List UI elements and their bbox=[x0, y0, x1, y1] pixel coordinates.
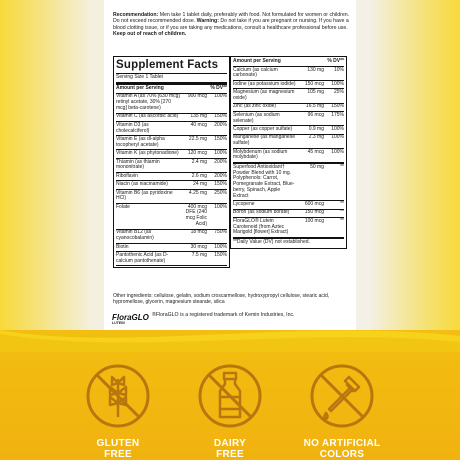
nutrient-row bbox=[116, 122, 227, 136]
nutrient-name: Vitamin K (as phytonadione) bbox=[116, 150, 179, 157]
nutrient-dv: 100% bbox=[331, 80, 344, 87]
nutrient-dv: 150% bbox=[331, 103, 344, 110]
floraglo-logo: FloraGLO LUTEIN bbox=[112, 313, 149, 325]
nutrient-dv: 100% bbox=[331, 125, 344, 132]
nutrient-row bbox=[116, 150, 227, 158]
dropper-icon bbox=[309, 363, 375, 429]
nutrient-amount: 105 mg bbox=[307, 89, 324, 96]
nutrient-row bbox=[116, 136, 227, 150]
nutrient-dv: 100% bbox=[214, 203, 227, 210]
nutrient-name: Superfood Antioxidant† Powder Blend with 10 mg. Polyphenols: Carrot, Pomegranate Extract, Blue-berry, Spinach, Apple Extract bbox=[233, 163, 295, 199]
nutrient-amount: 2.3 mg bbox=[308, 134, 324, 141]
other-ingredients: Other ingredients: cellulose, gelatin, sodium croscarmellose, hydroxypropyl cellulose, stearic acid, hypromellose, glycerin, magnesium stearate, silica bbox=[113, 293, 330, 305]
badge-gluten-free: GLUTEN FREE bbox=[96, 438, 140, 460]
nutrient-amount: 30 mcg bbox=[190, 243, 207, 250]
nutrient-dv: 750% bbox=[214, 229, 227, 236]
badge-dairy-free: DAIRY FREE bbox=[213, 438, 247, 460]
nutrient-name: Vitamin B6 (as pyridoxine HCl) bbox=[116, 189, 173, 202]
nutrient-name: Vitamin B12 (as cyanocobalamin) bbox=[116, 229, 154, 242]
nutrient-name: Magnesium (as magnesium oxide) bbox=[233, 89, 295, 101]
nutrient-row bbox=[233, 218, 344, 239]
nutrient-row bbox=[116, 230, 227, 244]
nutrient-row bbox=[233, 126, 344, 134]
nutrient-row bbox=[116, 204, 227, 230]
nutrient-dv: ** bbox=[340, 209, 344, 216]
nutrient-dv: 150% bbox=[214, 181, 227, 188]
supplement-facts-right bbox=[230, 56, 347, 249]
nutrient-name: FloraGLO® Lutein Carotenoid (from Aztec Marigold [flower] Extract) bbox=[233, 217, 289, 236]
nutrient-row bbox=[233, 201, 344, 209]
nutrient-dv: 100% bbox=[214, 150, 227, 157]
nutrient-dv: 200% bbox=[214, 172, 227, 179]
nutrient-row bbox=[116, 244, 227, 252]
nutrient-name: Riboflavin bbox=[116, 172, 138, 179]
nutrient-amount: 96 mcg bbox=[307, 111, 324, 118]
nutrient-row bbox=[233, 135, 344, 149]
nutrient-dv: 100% bbox=[331, 134, 344, 141]
facts-title: Supplement Facts bbox=[116, 59, 219, 71]
nutrient-name: Folate bbox=[116, 203, 130, 210]
supplement-facts-left bbox=[113, 56, 230, 268]
nutrient-dv: ** bbox=[340, 163, 344, 170]
trademark-note: ®FloraGLO is a registered trademark of Kemin Industries, Inc. bbox=[152, 312, 295, 318]
nutrient-name: Molybdenum (as sodium molybdate) bbox=[233, 148, 288, 161]
recommendation-text: Recommendation: Men take 1 tablet daily, preferably with food. Not formulated for women or children. Do not exceed recommended dose. Warning: Do not take if you are pregnant or nursing. If you have a blood clotting issue, or if you are taking any medications, consult a healthcare professional before use. Keep out of reach of children. bbox=[113, 12, 350, 38]
nutrient-name: Biotin bbox=[116, 243, 129, 250]
nutrient-dv: 175% bbox=[331, 111, 344, 118]
nutrient-row bbox=[233, 89, 344, 103]
nutrient-amount: 120 mcg bbox=[187, 150, 207, 157]
nutrient-name: Iodine (as potassium iodide) bbox=[233, 80, 296, 87]
nutrient-dv: 10% bbox=[333, 66, 344, 73]
nutrient-amount: 2.4 mg bbox=[191, 158, 207, 165]
nutrient-amount: 150 mcg bbox=[304, 80, 324, 87]
nutrient-row bbox=[233, 81, 344, 89]
nutrient-name: Calcium (as calcium carbonate) bbox=[233, 66, 278, 79]
milk-bottle-icon bbox=[197, 363, 263, 429]
nutrient-amount: 2.6 mg bbox=[191, 172, 207, 179]
nutrient-amount: 45 mcg bbox=[307, 148, 324, 155]
nutrient-amount: 7.5 mg bbox=[191, 252, 207, 259]
nutrient-row bbox=[233, 149, 344, 164]
nutrient-amount: 900 mcg bbox=[187, 93, 207, 100]
nutrient-dv: 200% bbox=[214, 158, 227, 165]
nutrient-name: Vitamin D3 (as cholecalciferol) bbox=[116, 121, 150, 134]
nutrient-name: Manganese (as manganese sulfate) bbox=[233, 134, 295, 147]
nutrient-dv: 150% bbox=[214, 113, 227, 120]
nutrient-amount: 100 mcg bbox=[304, 217, 324, 224]
nutrient-name: Vitamin E (as dl-alpha tocopheryl acetate) bbox=[116, 135, 165, 148]
nutrient-row bbox=[116, 114, 227, 122]
nutrient-row bbox=[233, 104, 344, 112]
nutrient-row bbox=[233, 164, 344, 201]
nutrient-row bbox=[116, 252, 227, 266]
nutrient-amount: 22.5 mg bbox=[188, 135, 207, 142]
serving-size: Serving Size 1 Tablet bbox=[116, 73, 227, 82]
nutrient-name: Niacin (as niacinamide) bbox=[116, 181, 168, 188]
wheat-icon bbox=[85, 363, 151, 429]
nutrient-dv: 200% bbox=[214, 121, 227, 128]
nutrient-dv: 150% bbox=[214, 135, 227, 142]
nutrient-amount: 0.9 mg bbox=[308, 125, 324, 132]
nutrient-amount: 24 mg bbox=[193, 181, 207, 188]
nutrient-row bbox=[116, 181, 227, 189]
nutrient-row bbox=[116, 159, 227, 173]
nutrient-amount: 130 mg bbox=[307, 66, 324, 73]
nutrient-name: Boron (as sodium borate) bbox=[233, 209, 290, 216]
nutrient-row bbox=[233, 67, 344, 81]
wave-divider bbox=[0, 322, 460, 352]
nutrient-name: Copper (as copper sulfate) bbox=[233, 125, 293, 132]
nutrient-amount: 600 mcg bbox=[304, 201, 324, 208]
nutrient-amount: 150 mcg bbox=[304, 209, 324, 216]
badge-row bbox=[0, 355, 460, 460]
badge-no-artificial-colors: NO ARTIFICIAL COLORS bbox=[303, 438, 381, 460]
facts-header-right: Amount per Serving % DV** bbox=[233, 58, 344, 67]
nutrient-dv: 100% bbox=[214, 93, 227, 100]
nutrient-amount: 50 mg bbox=[310, 163, 324, 170]
nutrient-row bbox=[116, 173, 227, 181]
nutrient-row bbox=[233, 210, 344, 218]
nutrient-name: Lycopene bbox=[233, 201, 255, 208]
nutrient-name: Vitamin A (as 70% [630 mcg] retinyl acetate, 30% [270 mcg] beta-carotene) bbox=[116, 93, 180, 111]
nutrient-dv: ** bbox=[340, 201, 344, 208]
nutrient-name: Thiamin (as thiamin mononitrate) bbox=[116, 158, 160, 171]
dv-note: **Daily Value (DV) not established. bbox=[233, 239, 310, 246]
nutrient-dv: 25% bbox=[333, 89, 344, 96]
nutrient-name: Selenium (as sodium selenate) bbox=[233, 111, 280, 124]
nutrient-dv: 250% bbox=[214, 189, 227, 196]
nutrient-amount: 135 mg bbox=[190, 113, 207, 120]
nutrient-name: Vitamin C (as ascorbic acid) bbox=[116, 113, 179, 120]
nutrient-name: Pantothenic Acid (as D-calcium pantothenate) bbox=[116, 252, 169, 264]
nutrient-name: Zinc (as zinc oxide) bbox=[233, 103, 277, 110]
nutrient-amount: 400 mcg DFE (240 mcg Folic Acid) bbox=[185, 203, 207, 228]
nutrient-row bbox=[116, 190, 227, 204]
nutrient-row bbox=[116, 94, 227, 114]
nutrient-amount: 18 mcg bbox=[190, 229, 207, 236]
nutrient-amount: 40 mcg bbox=[190, 121, 207, 128]
nutrient-dv: 100% bbox=[331, 148, 344, 155]
nutrient-dv: ** bbox=[340, 217, 344, 224]
nutrient-dv: 100% bbox=[214, 243, 227, 250]
nutrient-dv: 150% bbox=[214, 252, 227, 259]
nutrient-amount: 4.25 mg bbox=[188, 189, 207, 196]
nutrient-amount: 16.5 mg bbox=[305, 103, 324, 110]
nutrient-row bbox=[233, 112, 344, 126]
facts-header: Amount per Serving % DV** bbox=[116, 82, 227, 94]
